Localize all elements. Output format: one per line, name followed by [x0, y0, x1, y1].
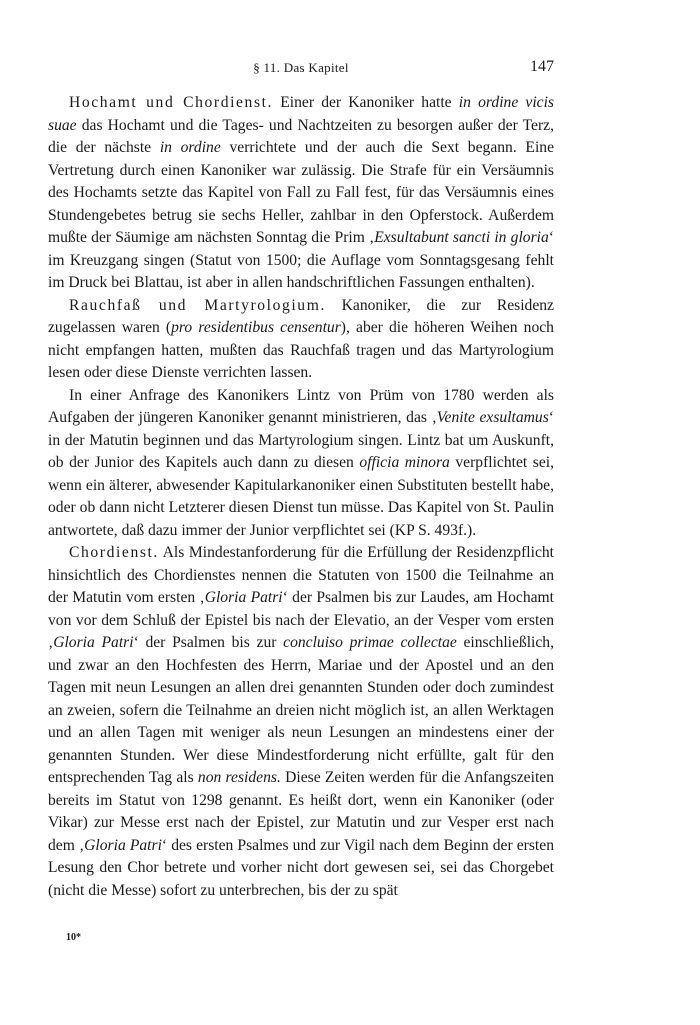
italic-text: Gloria Patri	[204, 589, 283, 606]
section-lead: Hochamt und Chordienst.	[69, 94, 274, 111]
running-header	[48, 60, 554, 80]
body-text: ‘ der Psalmen bis zur	[133, 634, 284, 651]
body-text: ‘ des ersten Psalmes und zur Vigil nach dem Beginn der ersten Lesung den Chor betrete und vorher nicht dort gewesen sei, sei das Chorgebet (nicht die Messe) sofort zu unterbrechen, bis der zu spät	[48, 836, 554, 899]
body-text: verpflichtet sei, wenn ein älterer, abwesender Kapitularkanoniker einen Substituten bestellt habe, oder ob dann nicht Letzterer diesen Dienst tun müsse. Das Kapitel von St. Paulin antwortete, daß dazu immer der Junior verpflichtet sei (KP S. 493f.).	[48, 454, 554, 539]
body-text: Einer der Kanoniker hatte	[273, 94, 459, 111]
italic-text: Venite exsultamus	[436, 409, 549, 426]
body-text: Kanoniker, die zur Residenz zugelassen waren (	[48, 296, 554, 336]
italic-text: Exsultabunt sancti in gloria	[374, 229, 549, 246]
italic-text: officia minora	[359, 454, 450, 471]
body-text: das Hochamt und die Tages- und Nachtzeiten zu besorgen außer der Terz, die der nächste	[48, 116, 554, 156]
italic-text: Gloria Patri	[84, 836, 162, 854]
body-text: verrichtete und der auch die Sext begann. Eine Vertretung durch einen Kanoniker war zulässig. Die Strafe für ein Versäumnis des Hochamts setzte das Kapitel von Fall zu Fall fest, für das Versäumnis eines Stundengebetes betrug sie sechs Heller, zahlbar in den Opferstock. Außerdem mußte der Säumige am nächsten Sonntag die Prim ‚	[48, 139, 555, 246]
italic-text: pro residentibus censentur	[171, 319, 341, 336]
signature-mark: 10*	[66, 932, 81, 943]
paragraph-anfrage-lintz	[48, 385, 554, 543]
paragraph-chordienst	[48, 542, 554, 902]
running-title: § 11. Das Kapitel	[253, 60, 349, 75]
paragraph-rauchfass	[48, 295, 554, 385]
body-text: ‘ in der Matutin beginnen und das Martyrologium singen. Lintz bat um Auskunft, ob der Junior des Kapitels auch dann zu diesen	[48, 409, 554, 471]
body-text: einschließlich, und zwar an den Hochfesten des Herrn, Mariae und der Apostel und an den Tagen mit neun Lesungen an allen drei genannten Stunden oder doch zumindest an zweien, sofern die Teilnahme an dreien nicht möglich ist, an allen Werktagen und an allen Tagen mit weniger als neun Lesungen an mindestens einer der genannten Stunden. Wer diese Mindestforderung nicht erfüllte, galt für den entsprechenden Tag als	[48, 634, 555, 786]
paragraph-hochamt	[48, 92, 554, 295]
page-number: 147	[530, 58, 554, 75]
section-lead: Chordienst.	[69, 544, 159, 561]
italic-text: concluiso primae collectae	[283, 634, 457, 651]
body-text: ‘ im Kreuzgang singen (Statut von 1500; die Auflage vom Sonntagsgesang fehlt im Druck bei Blattau, ist aber in allen handschriftlichen Fassungen enthalten).	[48, 229, 554, 291]
section-lead: Rauchfaß und Martyrologium.	[69, 296, 326, 314]
body-text: Als Mindestanforderung für die Erfüllung der Residenzpflicht hinsichtlich des Chordienstes nennen die Statuten von 1500 die Teilnahme an der Matutin vom ersten ‚	[48, 544, 554, 606]
body-text: In einer Anfrage des Kanonikers Lintz von Prüm von 1780 werden als Aufgaben der jüngeren Kanoniker genannt ministrieren, das ‚	[48, 386, 554, 426]
body-text: Diese Zeiten werden für die Anfangszeiten bereits im Statut von 1298 genannt. Es heißt dort, wenn ein Kanoniker (oder Vikar) zur Messe erst nach der Epistel, zur Matutin und zur Vesper erst nach dem ‚	[48, 769, 554, 854]
italic-text: non residens.	[197, 769, 281, 786]
italic-text: in ordine vicis suae	[48, 94, 555, 134]
italic-text: Gloria Patri	[53, 634, 134, 651]
italic-text: in ordine	[159, 139, 221, 156]
body-text: ), aber die höheren Weihen noch nicht empfangen hatten, mußten das Rauchfaß tragen und das Martyrologium lesen oder diese Dienste verrichten lassen.	[48, 319, 554, 381]
body-text: ‘ der Psalmen bis zur Laudes, am Hochamt von vor dem Schluß der Epistel bis nach der Elevatio, an der Vesper vom ersten ‚	[48, 589, 554, 651]
page-body	[48, 92, 554, 902]
